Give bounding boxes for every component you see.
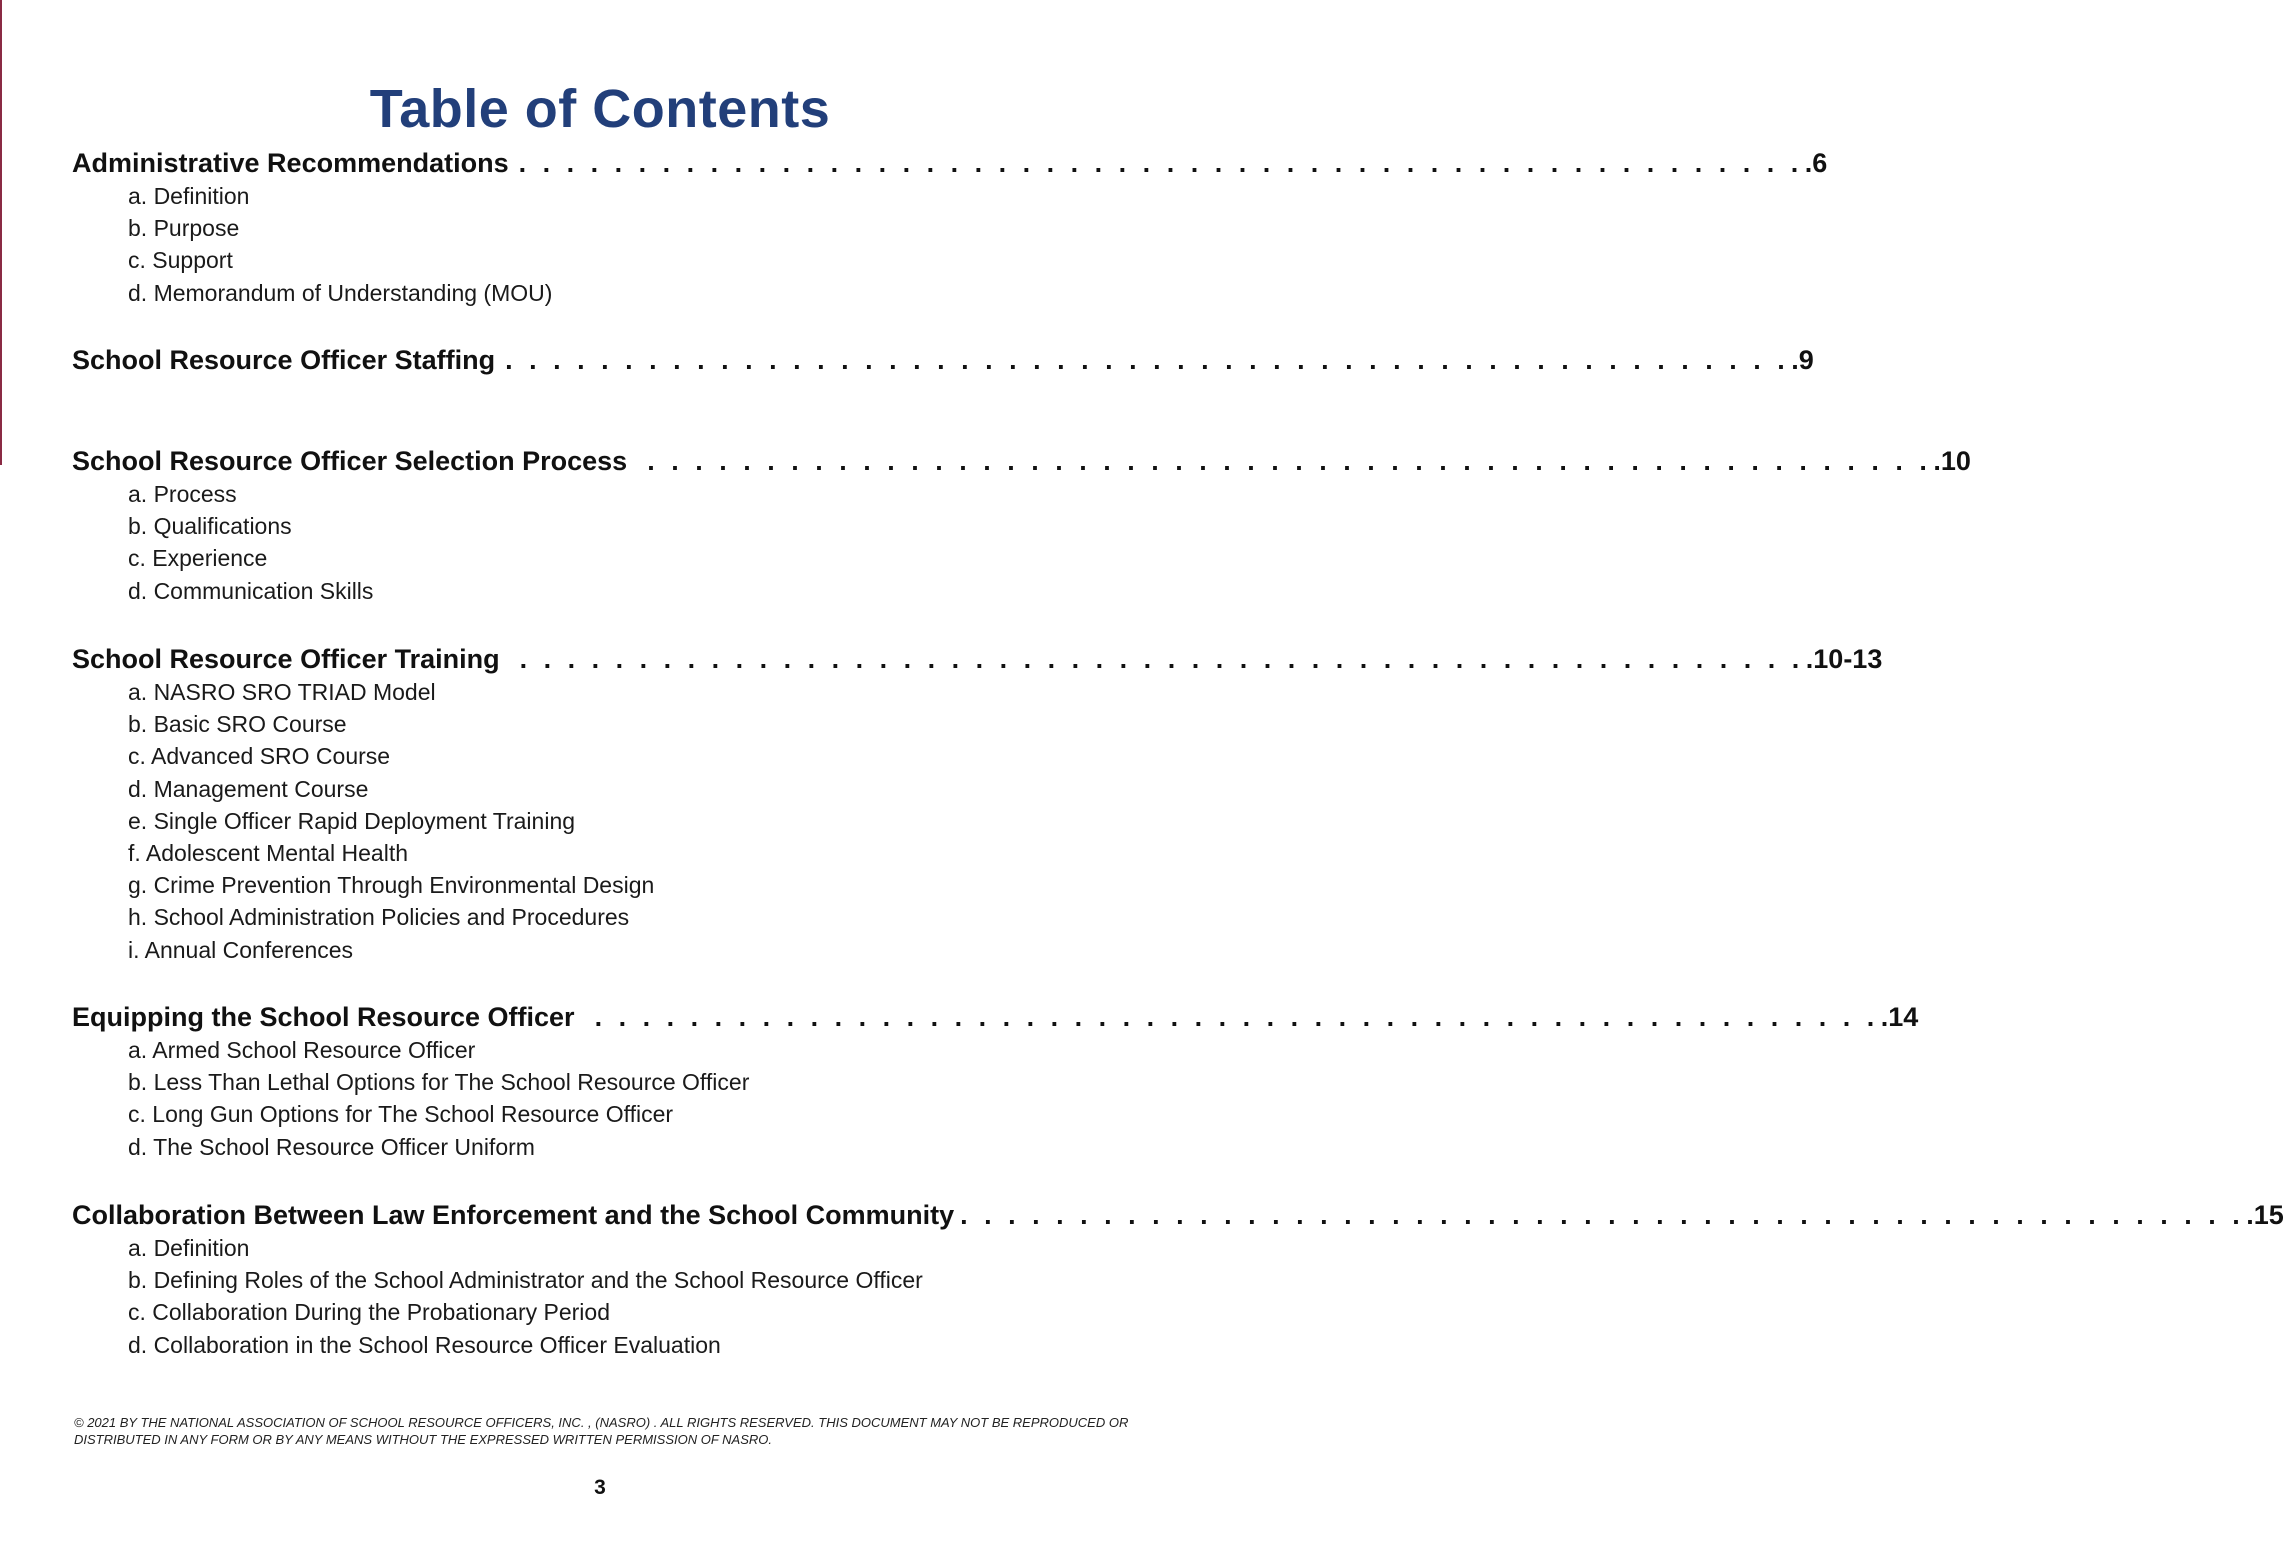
toc-heading-text: Administrative Recommendations	[72, 148, 509, 178]
toc-subitem[interactable]: g. Crime Prevention Through Environmental Design	[128, 872, 655, 899]
toc-subitem[interactable]: e. Single Officer Rapid Deployment Training	[128, 807, 576, 834]
toc-heading-text: School Resource Officer Training	[72, 644, 500, 674]
toc-subitem[interactable]: a. Definition	[128, 1235, 250, 1261]
toc-subitem[interactable]: c. Long Gun Options for The School Resource Officer	[128, 1101, 674, 1128]
toc-subitem[interactable]: d. Communication Skills	[128, 577, 374, 604]
toc-page-number: .9	[1791, 345, 1814, 375]
toc-subitem[interactable]: a. NASRO SRO TRIAD Model	[128, 679, 436, 705]
dot-leader: . . . . . . . . . . . . . . . . . . . . . . . . . . . . . . . . . . . . . . . . . . . . . . . . . . . . . .	[647, 446, 1932, 476]
toc-subitem[interactable]: b. Defining Roles of the School Administrator and the School Resource Officer	[128, 1267, 923, 1294]
toc-page-number: .15	[2246, 1200, 2284, 1230]
toc-entry-heading[interactable]	[72, 1001, 1919, 1034]
toc-section	[72, 1001, 1919, 1163]
toc-entry-heading[interactable]	[72, 1199, 2284, 1232]
toc-subitem[interactable]: a. Definition	[128, 183, 250, 209]
dot-leader: . . . . . . . . . . . . . . . . . . . . . . . . . . . . . . . . . . . . . . . . . . . . . . . . . . . . . .	[518, 148, 1803, 178]
toc-section	[72, 1199, 2284, 1361]
dot-leader: . . . . . . . . . . . . . . . . . . . . . . . . . . . . . . . . . . . . . . . . . . . . . . . . . . . . . .	[519, 644, 1804, 674]
toc-section	[72, 344, 1814, 377]
toc-heading-text: School Resource Officer Selection Process	[72, 446, 628, 476]
toc-subitem[interactable]: c. Support	[128, 247, 233, 274]
toc-entry-heading[interactable]	[72, 147, 1828, 180]
toc-subitem[interactable]: a. Process	[128, 481, 237, 507]
dot-leader: . . . . . . . . . . . . . . . . . . . . . . . . . . . . . . . . . . . . . . . . . . . . . . . . . . . . . .	[594, 1002, 1879, 1032]
toc-subitems	[72, 1034, 1132, 1163]
toc-subitem[interactable]: h. School Administration Policies and Procedures	[128, 904, 630, 931]
copyright-notice: © 2021 BY THE NATIONAL ASSOCIATION OF SCHOOL RESOURCE OFFICERS, INC. , (NASRO) . ALL RIGHTS RESERVED. THIS DOCUMENT MAY NOT BE REPRODUCED OR DISTRIBUTED IN ANY FORM OR BY ANY MEANS WITHOUT THE EXPRESSED WRITTEN PERMISSION OF NASRO.	[74, 1415, 1129, 1447]
toc-page-number: .10-13	[1805, 644, 1883, 674]
toc-subitem[interactable]: a. Armed School Resource Officer	[128, 1037, 476, 1063]
toc-subitems	[72, 1232, 1132, 1361]
toc-subitem[interactable]: i. Annual Conferences	[128, 936, 354, 963]
toc-entry-heading[interactable]	[72, 643, 1883, 676]
toc-subitem[interactable]: b. Basic SRO Course	[128, 711, 347, 738]
page-number: 3	[594, 1476, 606, 1499]
toc-subitem[interactable]: c. Collaboration During the Probationary Period	[128, 1299, 610, 1326]
toc-page-number: .14	[1880, 1002, 1919, 1032]
toc-subitem[interactable]: f. Adolescent Mental Health	[128, 840, 408, 867]
toc-page-number: .6	[1804, 148, 1828, 178]
toc-heading-text: School Resource Officer Staffing	[72, 345, 496, 375]
toc-subitems	[72, 180, 1132, 309]
toc-subitems	[72, 478, 1132, 607]
page-edge-line	[0, 0, 2, 465]
toc-heading-text: Collaboration Between Law Enforcement and the School Community	[72, 1200, 955, 1230]
toc-subitem[interactable]: d. Management Course	[128, 775, 369, 802]
toc-subitems	[72, 676, 1132, 966]
dot-leader: . . . . . . . . . . . . . . . . . . . . . . . . . . . . . . . . . . . . . . . . . . . . . . . . . . . . . .	[505, 345, 1790, 375]
toc-subitem[interactable]: c. Advanced SRO Course	[128, 743, 391, 770]
toc-subitem[interactable]: d. The School Resource Officer Uniform	[128, 1133, 535, 1160]
toc-section	[72, 643, 1883, 966]
toc-subitem[interactable]: d. Collaboration in the School Resource Officer Evaluation	[128, 1331, 721, 1358]
toc-subitem[interactable]: b. Less Than Lethal Options for The School Resource Officer	[128, 1069, 750, 1096]
toc-subitem[interactable]: b. Purpose	[128, 215, 240, 242]
toc-subitem[interactable]: c. Experience	[128, 545, 268, 572]
toc-heading-text: Equipping the School Resource Officer	[72, 1002, 575, 1032]
toc-section	[72, 147, 1828, 309]
toc-subitem[interactable]: b. Qualifications	[128, 513, 292, 540]
toc-entry-heading[interactable]	[72, 344, 1814, 377]
toc-subitem[interactable]: d. Memorandum of Understanding (MOU)	[128, 279, 553, 306]
toc-section	[72, 445, 1971, 607]
toc-page-number: .10	[1933, 446, 1971, 476]
dot-leader: . . . . . . . . . . . . . . . . . . . . . . . . . . . . . . . . . . . . . . . . . . . . . . . . . . . . . .	[960, 1200, 2245, 1230]
toc-entry-heading[interactable]	[72, 445, 1971, 478]
page-title: Table of Contents	[369, 79, 831, 140]
